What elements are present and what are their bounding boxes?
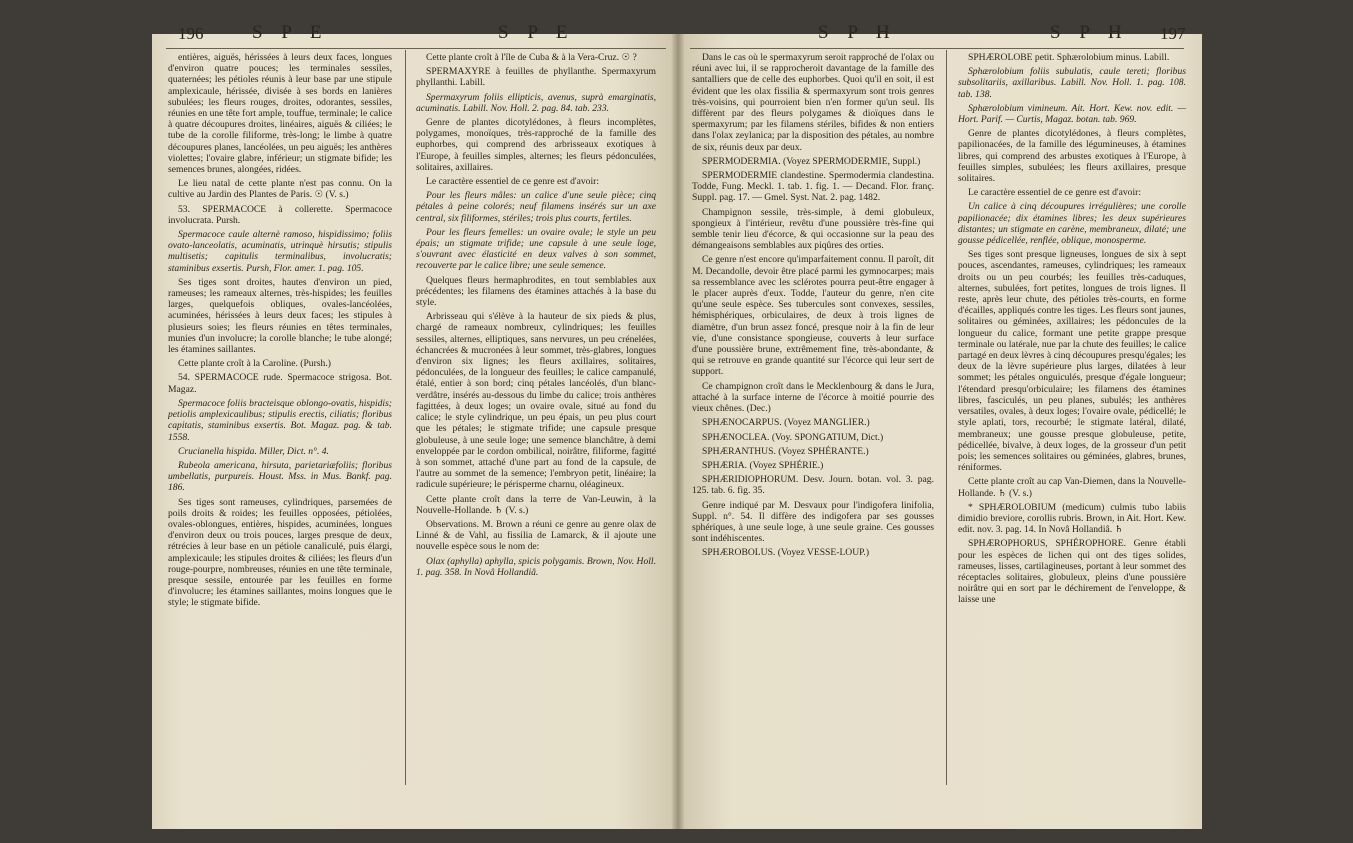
right-running-head-1: S P H [818,22,897,43]
paragraph: Sphærolobium vimineum. Ait. Hort. Kew. nov. edit. — Hort. Parif. — Curtis, Magaz. botan. tab. 969. [958,102,1186,126]
paragraph: * SPHÆROLOBIUM (medicum) culmis tubo labiis dimidio breviore, corollis rubris. Brown, in Ait. Hort. Kew. edit. nov. 3. pag. 14. In Novâ Hollandiâ. ♄ [958,501,1186,536]
book-gutter [672,34,684,829]
paragraph: Dans le cas où le spermaxyrum seroit rapproché de l'olax ou réuni avec lui, il se rapprocheroit davantage de la famille des santalliers que de celle des euphorbes. Quoi qu'il en soit, il est évident que les olax fissilia & spermaxyrum sont trois genres très-voisins, qui pourroient bien n'en former qu'un seul. Ils diffèrent par des fleurs polygames & dioïques dans le spermaxyrum; par les filamens stériles, bifides & non entiers dans l'olax zeylanica; par la disposition des pétales, au nombre de six, réunis deux par deux. [692,52,934,153]
paragraph: Observations. M. Brown a réuni ce genre au genre olax de Linné & de Vahl, au fissilia de Lamarck, & il ajoute une nouvelle espèce sous le nom de: [416,518,656,553]
paragraph: Rubeola americana, hirsuta, parietariæfoliis; floribus umbellatis, purpureis. Houst. Mss. in Mus. Bankf. pag. 186. [168,459,392,494]
paragraph: SPERMODERMIE clandestine. Spermodermia clandestina. Todde, Fung. Meckl. 1. tab. 1. fig. 1. — Decand. Flor. franç. Suppl. pag. 17. — Gmel. Syst. Nat. 2. pag. 1482. [692,170,934,204]
paragraph: Sphærolobium foliis subulatis, caule tereti; floribus subsolitariis, axillaribus. Labill. Nov. Holl. 1. pag. 108. tab. 138. [958,66,1186,100]
left-running-head-2: S P E [498,22,575,43]
paragraph: SPHÆRANTHUS. (Voyez SPHÉRANTE.) [702,445,869,457]
paragraph: Le caractère essentiel de ce genre est d'avoir: [426,176,599,188]
paragraph: SPHÆROBOLUS. (Voyez VESSE-LOUP.) [702,547,870,559]
left-column-2 [416,52,656,787]
right-column-1 [692,52,934,787]
right-running-head-2: S P H [1050,22,1129,43]
paragraph: Cette plante croît au cap Van-Diemen, dans la Nouvelle-Hollande. ♄ (V. s.) [958,476,1186,499]
paragraph: Spermacoce foliis bracteisque oblongo-ovatis, hispidis; petiolis amplexicaulibus; stipulis erectis, ciliatis; floribus capitatis, staminibus exsertis. Bot. Magaz. pag. & tab. 1558. [168,397,392,443]
paragraph: Spermacoce caule alternè ramoso, hispidissimo; foliis ovato-lanceolatis, acuminatis, utrinquè hirsutis; stipulis multisetis; capitulis terminalibus, involucratis; staminibus exsertis. Pursh, Flor. amer. 1. pag. 105. [168,229,392,274]
paragraph: SPHÆROLOBE petit. Sphærolobium minus. Labill. [968,52,1170,63]
paragraph: Cette plante croît à la Caroline. (Pursh.) [178,358,331,370]
left-running-head-1: S P E [252,22,329,43]
paragraph: Spermaxyrum foliis ellipticis, avenus, suprà emarginatis, acuminatis. Labill. Nov. Holl. 2. pag. 84. tab. 233. [416,91,656,114]
paragraph: Un calice à cinq découpures irrégulières; une corolle papilionacée; dix étamines libres; les deux supérieures distantes; un stigmate en carène, membraneux, dilaté; une gousse pédicellée, renflée, oblique, monosperme. [958,201,1186,247]
paragraph: SPERMODERMIA. (Voyez SPERMODERMIE, Suppl.) [702,155,921,167]
paragraph: Genre indiqué par M. Desvaux pour l'indigofera linifolia, Suppl. n°. 54. Il diffère des indigofera par ses gousses sphériques, à une seule loge, à une seule graine. Ces gousses sont indéhiscentes. [692,499,934,545]
paragraph: Arbrisseau qui s'élève à la hauteur de six pieds & plus, chargé de rameaux nombreux, cylindriques; les feuilles sessiles, alternes, elliptiques, sans nervures, un peu crénelées, échancrées & mucronées à leur sommet, très-glabres, longues d'environ six lignes; les fleurs axillaires, solitaires, pédonculées, de la longueur des feuilles; le calice campanulé, étalé, entier à son bord; cinq pétales lancéolés, d'un blanc-verdâtre, insérés au-dessous du limbe du calice; trois anthères fagittées, à deux loges; un ovaire ovale, situé au fond du calice; le style cylindrique, un peu épais, un peu plus court que les pétales; le stigmate trifide; une capsule presque globuleuse, à une seule loge; une semence blanchâtre, à demi enveloppée par le cordon ombilical, noirâtre, filiforme, fagitté à son sommet, attaché d'une part au fond de la capsule, de l'autre au sommet de la semence; l'embryon petit, linéaire; la radicule supérieure; le périsperme charnu, oléagineux. [416,311,656,491]
paragraph: SPERMAXYRE à feuilles de phyllanthe. Spermaxyrum phyllanthi. Labill. [416,66,656,89]
paragraph: Champignon sessile, très-simple, à demi globuleux, spongieux à l'intérieur, revêtu d'une poussière très-fine qui semble tenir lieu d'écorce, & qui occasionne sur la peau des démangeaisons semblables aux piqûres des orties. [692,206,934,252]
left-folio: 196 [178,24,204,43]
paragraph: SPHÆROPHORUS, SPHÉROPHORE. Genre établi pour les espèces de lichen qui ont des tiges solides, rameuses, lisses, cartilagineuses, portant à leur sommet des réceptacles solitaires, globuleux, pleins d'une poussière noirâtre qui en sort par le déchirement de l'enveloppe, & laisse une [958,538,1186,606]
paragraph: Cette plante croît dans la terre de Van-Leuwin, à la Nouvelle-Hollande. ♄ (V. s.) [416,493,656,516]
paragraph: SPHÆRIDIOPHORUM. Desv. Journ. botan. vol. 3. pag. 125. tab. 6. fig. 35. [692,474,934,497]
right-folio: 197 [1160,24,1186,43]
left-column-divider [405,50,406,785]
paragraph: Genre de plantes dicotylédones, à fleurs incomplètes, polygames, monoïques, très-rapproché de la famille des euphorbes, qui comprend des arbrisseaux exotiques à l'Europe, à feuilles simples, alternes; les fleurs pédonculées, solitaires, axillaires. [416,117,656,173]
paragraph: Crucianella hispida. Miller, Dict. n°. 4. [178,445,329,457]
paragraph: Pour les fleurs femelles: un ovaire ovale; le style un peu épais; un stigmate trifide; une capsule à une seule loge, s'ouvrant avec élasticité en deux valves à son sommet, recouverte par le calice libre; une seule semence. [416,226,656,272]
paragraph: Quelques fleurs hermaphrodites, en tout semblables aux précédentes; les filamens des étamines attachés à la base du style. [416,274,656,309]
paragraph: Le caractère essentiel de ce genre est d'avoir: [968,187,1141,199]
paragraph: Ses tiges sont rameuses, cylindriques, parsemées de poils droits & roides; les feuilles opposées, pétiolées, ovales-oblongues, entières, hispides, acuminées, longues d'environ deux ou trois pouces, larges presque de deux, rétrécies à leur base en un pétiole canaliculé, puis élargi, amplexicaule; les stipules droites & ciliées; les fleurs d'un rouge-pourpre, nombreuses, réunies en une tête terminale, presque sessile, entourée par les feuilles en forme d'involucre; les étamines saillantes, moins longues que le style; le stigmate bifide. [168,496,392,609]
paragraph: Genre de plantes dicotylédones, à fleurs complètes, papilionacées, de la famille des légumineuses, à étamines libres, qui comprend des arbustes exotiques à l'Europe, à feuilles simples, subulées; les fleurs axillaires, presque solitaires. [958,128,1186,185]
paragraph: Le lieu natal de cette plante n'est pas connu. On la cultive au Jardin des Plantes de Paris. ☉ (V. s.) [168,178,392,201]
paragraph: Ses tiges sont presque ligneuses, longues de six à sept pouces, ascendantes, rameuses, cylindriques; les rameaux droits ou un peu courbés; les feuilles très-caduques, alternes, subulées, fort petites, longues de trois lignes. Il reste, après leur chute, des pétioles très-courts, en forme d'écailles, appliqués contre les tiges. Les fleurs sont jaunes, solitaires ou géminées, axillaires; les pédoncules de la longueur du calice, formant une petite grappe presque terminale ou latérale, nue par la chute des feuilles; le calice partagé en deux lèvres à cinq découpures presqu'égales; les deux de la lèvre supérieure plus larges, dilatées à leur sommet; les pétales onguiculés, presque d'égale longueur; l'étendard presqu'orbiculaire; les filamens des étamines libres, fasciculés, un peu planes, subulés; les anthères versatiles, ovales, à deux loges; l'ovaire ovale, pédicellé; le style aplati, tors, recourbé; le stigmate latéral, dilaté, membraneux; une gousse presque globuleuse, petite, pédicellée, bivalve, à deux loges, de la grosseur d'un petit pois; les semences solitaires ou géminées, glabres, brunes, réniformes. [958,249,1186,474]
paragraph: Pour les fleurs mâles: un calice d'une seule pièce; cinq pétales à peine colorés; neuf filamens insérés sur un axe central, six filiformes, stériles; trois plus courts, fertiles. [416,190,656,224]
paragraph: SPHÆRIA. (Voyez SPHÉRIE.) [702,459,824,471]
left-column-1 [168,52,392,787]
right-header-rule [690,48,1184,49]
paragraph: entières, aiguës, hérissées à leurs deux faces, longues d'environ quatre pouces; les terminales sessiles, quaternées; les pétioles réunis à leur base par une stipule amplexicaule, hérissée, divisée à ses bords en lanières subulées; les fleurs rouges, droites, odorantes, sessiles, réunies en une tête fort ample, touffue, terminale; le calice à quatre découpures droites, linéaires, aiguës & ciliées; le tube de la corolle filiforme, très-long; le limbe à quatre découpures planes, lancéolées, un peu aiguës; les anthères violettes; l'ovaire glabre, inférieur; un stigmate bifide; les semences brunes, alongées, ridées. [168,52,392,176]
paragraph: Olax (aphylla) aphylla, spicis polygamis. Brown, Nov. Holl. 1. pag. 358. In Novâ Hollandiâ. [416,555,656,578]
right-column-2 [958,52,1186,787]
paragraph: 54. SPERMACOCE rude. Spermacoce strigosa. Bot. Magaz. [168,372,392,395]
paragraph: Ses tiges sont droites, hautes d'environ un pied, rameuses; les rameaux alternes, très-hispides; les feuilles larges, quelquefois obliques, ovales-lancéolées, acuminées, hérissées à leurs deux faces; les stipules à plusieurs soies; les fleurs réunies en têtes terminales, munies d'un involucre; la corolle blanche; le tube alongé; les étamines saillantes. [168,276,392,356]
right-column-divider [946,50,947,785]
paragraph: Cette plante croît à l'île de Cuba & à la Vera-Cruz. ☉ ? [426,52,637,63]
left-header-rule [166,48,666,49]
paragraph: SPHÆNOCLEA. (Voy. SPONGATIUM, Dict.) [702,431,884,443]
paragraph: Ce champignon croît dans le Mecklenbourg & dans le Jura, attaché à la surface interne de l'écorce à moitié pourrie des vieux chênes. (Dec.) [692,380,934,415]
paragraph: SPHÆNOCARPUS. (Voyez MANGLIER.) [702,417,870,429]
paragraph: Ce genre n'est encore qu'imparfaitement connu. Il paroît, dit M. Decandolle, devoir être placé parmi les gymnocarpes; mais sa ressemblance avec les sclérotes pourra peut-être engager à le placer auprès d'eux. Todde, l'auteur du genre, n'en cite qu'une seule espèce. Ses tubercules sont convexes, sessiles, hémisphériques, orbiculaires, de deux à trois lignes de diamètre, d'un brun assez foncé, presque noir à la fin de leur vie, d'une consistance spongieuse, couverts à leur surface d'une poussière brune, extrêmement fine, très-abondante, & qui se retrouve en grande quantité sur l'écorce qui leur sert de support. [692,254,934,378]
paragraph: 53. SPERMACOCE à collerette. Spermacoce involucrata. Pursh. [168,203,392,226]
